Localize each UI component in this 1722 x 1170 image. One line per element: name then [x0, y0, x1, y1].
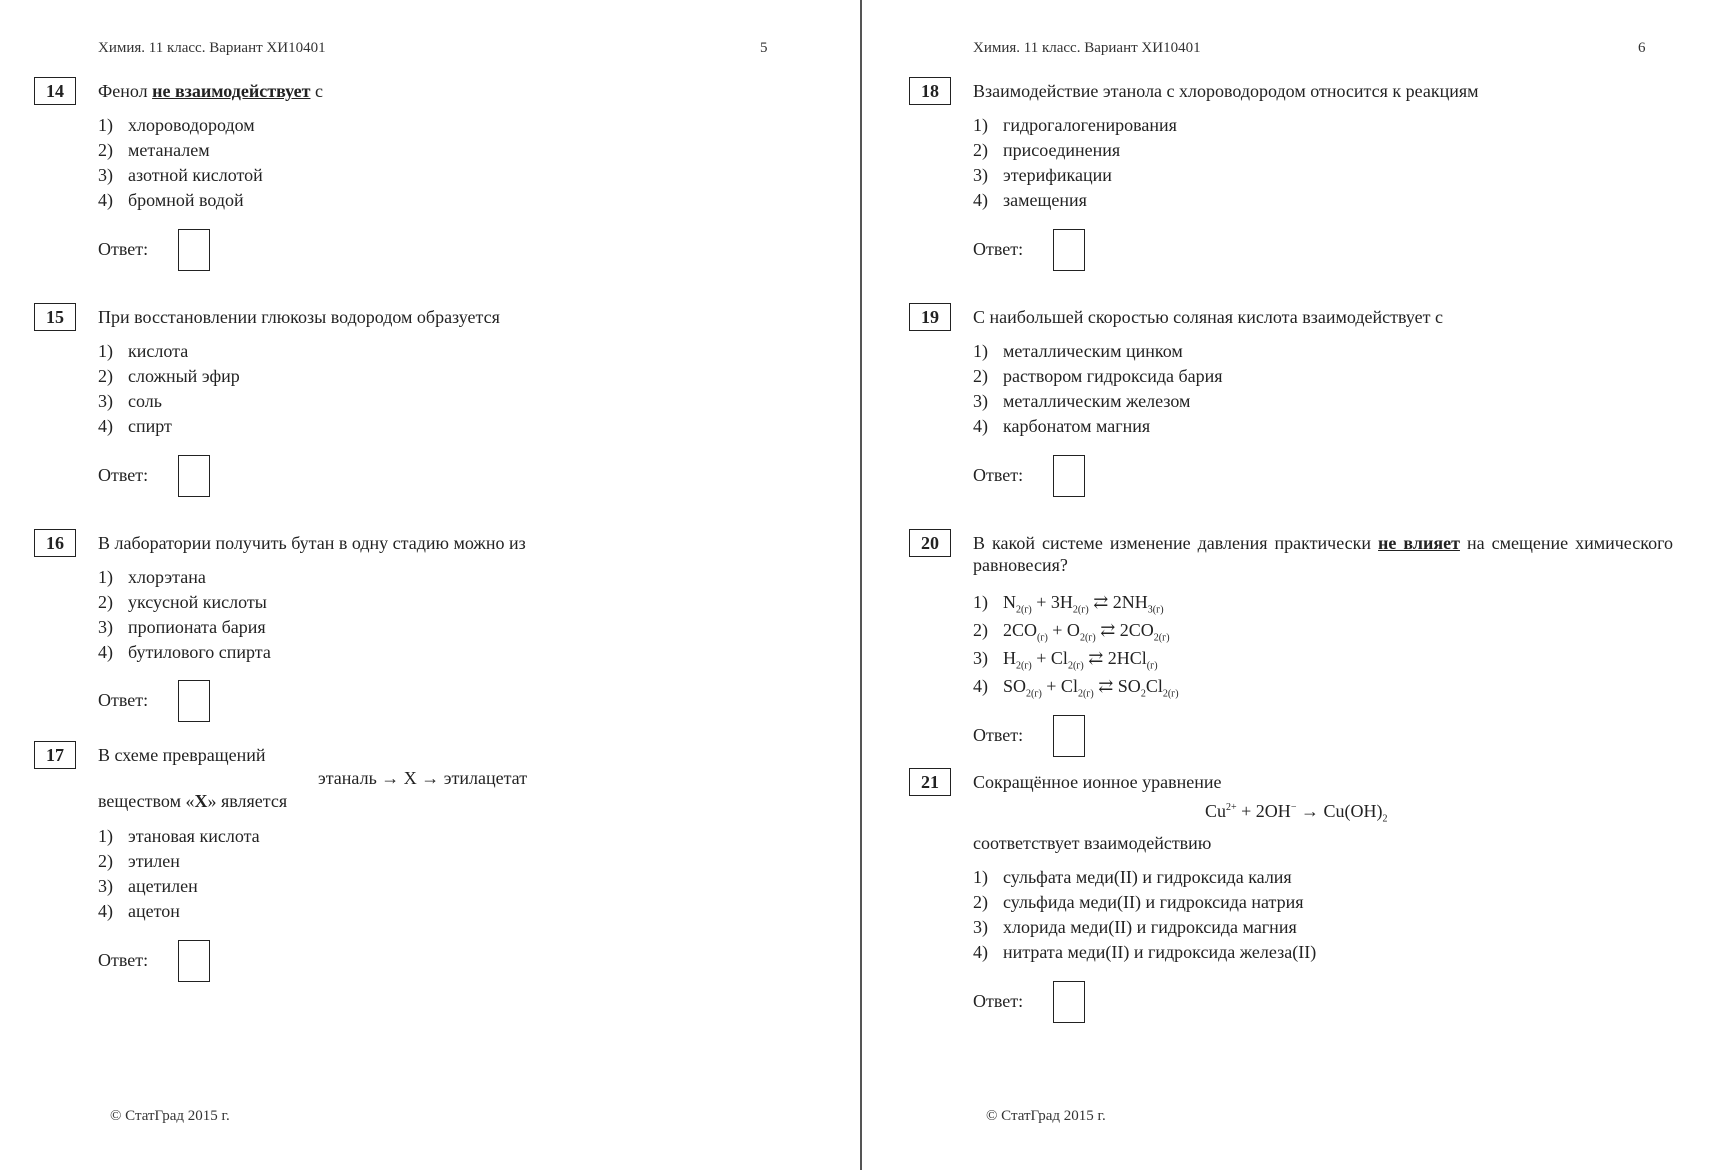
option: 4) бромной водой	[98, 190, 244, 210]
answer-box[interactable]	[1053, 229, 1085, 271]
option: 4) спирт	[98, 416, 172, 436]
option: 1) металлическим цинком	[973, 341, 1183, 361]
option: 2) присоединения	[973, 140, 1121, 160]
question-text-continued: соответствует взаимодействию	[973, 833, 1212, 853]
option: 2) этилен	[98, 851, 180, 871]
answer-box[interactable]	[1053, 981, 1085, 1023]
answer-label: Ответ:	[98, 950, 149, 970]
answer-box[interactable]	[178, 455, 210, 497]
answer-box[interactable]	[178, 940, 210, 982]
option: 1) кислота	[98, 341, 189, 361]
question-number: 18	[909, 77, 951, 105]
option: 2) сульфида меди(II) и гидроксида натрия	[973, 892, 1304, 912]
question-number: 20	[909, 529, 951, 557]
question-number: 14	[34, 77, 76, 105]
option: 3) металлическим железом	[973, 391, 1191, 411]
option: 3) хлорида меди(II) и гидроксида магния	[973, 917, 1297, 937]
option: 3) этерификации	[973, 165, 1112, 185]
question-number: 21	[909, 768, 951, 796]
transformation-scheme: этаналь → X → этилацетат	[318, 768, 528, 788]
option: 4) нитрата меди(II) и гидроксида железа(II)	[973, 942, 1317, 962]
option: 2) $2CO_{(г)} + O_{2(г)}$ ⇄ $2CO_{2(г)}$	[973, 620, 1170, 644]
answer-box[interactable]	[178, 680, 210, 722]
equation-options	[973, 588, 1179, 700]
option: 2) раствором гидроксида бария	[973, 366, 1223, 386]
answer-label: Ответ:	[973, 239, 1024, 259]
question-text: С наибольшей скоростью соляная кислота взаимодействует с	[973, 307, 1443, 327]
footer-copyright: © СтатГрад 2015 г.	[110, 1108, 230, 1124]
option: 4) карбонатом магния	[973, 416, 1151, 436]
answer-label: Ответ:	[98, 465, 149, 485]
option: 4) замещения	[973, 190, 1087, 210]
option: 3) ацетилен	[98, 876, 198, 896]
option: 1) $N_{2(г)} + 3H_{2(г)}$ ⇄ $2NH_{3(г)}$	[973, 592, 1164, 616]
question-text: В лаборатории получить бутан в одну стадию можно из	[98, 533, 526, 553]
question-text: Взаимодействие этанола с хлороводородом относится к реакциям	[973, 81, 1479, 101]
question-number: 17	[34, 741, 76, 769]
answer-box[interactable]	[1053, 715, 1085, 757]
answer-label: Ответ:	[973, 991, 1024, 1011]
right-page	[863, 0, 1722, 1170]
options-list	[973, 339, 1223, 439]
option: 2) метаналем	[98, 140, 210, 160]
page-number: 6	[1638, 40, 1646, 56]
question-text: В схеме превращений	[98, 745, 266, 765]
header-title: Химия. 11 класс. Вариант ХИ10401	[973, 40, 1201, 56]
question-text: Фенол не взаимодействует с	[98, 81, 323, 101]
ionic-equation: $Cu^{2+} + 2OH^- \to Cu(OH)_2$	[1205, 801, 1388, 825]
option: 1) сульфата меди(II) и гидроксида калия	[973, 867, 1292, 887]
question-number: 19	[909, 303, 951, 331]
question-text-continued: веществом «X» является	[98, 791, 288, 811]
question-number: 15	[34, 303, 76, 331]
option: 2) сложный эфир	[98, 366, 240, 386]
answer-label: Ответ:	[98, 239, 149, 259]
option: 4) бутилового спирта	[98, 642, 271, 662]
options-list	[973, 113, 1177, 213]
option: 3) пропионата бария	[98, 617, 266, 637]
option: 1) гидрогалогенирования	[973, 115, 1177, 135]
options-list	[98, 824, 260, 924]
question-text: Сокращённое ионное уравнение	[973, 772, 1222, 792]
answer-label: Ответ:	[98, 690, 149, 710]
page-number: 5	[760, 40, 768, 56]
answer-box[interactable]	[1053, 455, 1085, 497]
option: 4) ацетон	[98, 901, 180, 921]
question-text: В какой системе изменение давления практически не влияет на смещение химического равновесия?	[973, 533, 1674, 575]
answer-label: Ответ:	[973, 465, 1024, 485]
question-number: 16	[34, 529, 76, 557]
options-list	[98, 339, 240, 439]
question-text: При восстановлении глюкозы водородом образуется	[98, 307, 500, 327]
option: 4) $SO_{2(г)} + Cl_{2(г)}$ ⇄ $SO_2Cl_{2(г)}$	[973, 676, 1179, 700]
option: 1) хлороводородом	[98, 115, 255, 135]
option: 3) азотной кислотой	[98, 165, 263, 185]
footer-copyright: © СтатГрад 2015 г.	[986, 1108, 1106, 1124]
option: 2) уксусной кислоты	[98, 592, 267, 612]
option: 1) хлорэтана	[98, 567, 206, 587]
answer-label: Ответ:	[973, 725, 1024, 745]
options-list	[973, 865, 1316, 965]
answer-box[interactable]	[178, 229, 210, 271]
options-list	[98, 113, 263, 213]
options-list	[98, 565, 271, 665]
header-title: Химия. 11 класс. Вариант ХИ10401	[98, 40, 326, 56]
option: 3) соль	[98, 391, 162, 411]
option: 3) $H_{2(г)} + Cl_{2(г)}$ ⇄ 2HCl$_{(г)}$	[973, 648, 1158, 672]
option: 1) этановая кислота	[98, 826, 260, 846]
